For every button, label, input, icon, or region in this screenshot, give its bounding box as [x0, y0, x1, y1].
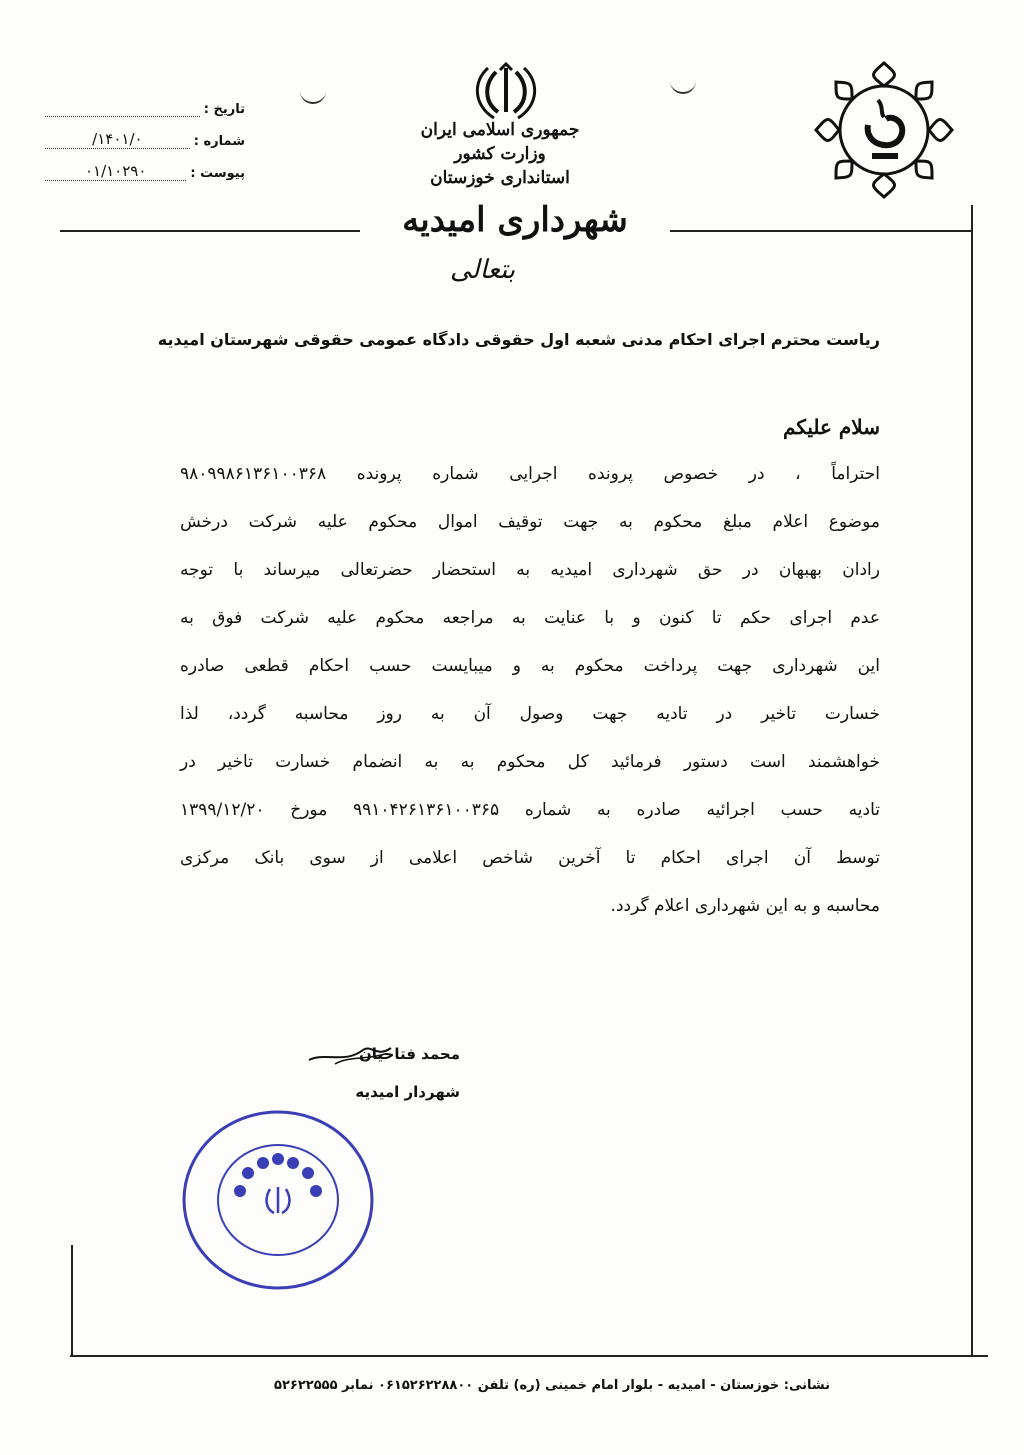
body-line: موضوع اعلام مبلغ محکوم به جهت توقیف اموال محکوم علیه شرکت درخش [180, 512, 880, 532]
right-border [971, 205, 973, 1355]
letter-meta [45, 85, 245, 181]
number-label: شماره : [193, 134, 245, 149]
body-line: محاسبه و به این شهرداری اعلام گردد. [610, 896, 880, 916]
signer-block [300, 1035, 460, 1111]
date-row [45, 85, 245, 117]
letter-body [180, 450, 880, 930]
government-heading [380, 118, 620, 190]
greeting: سلام علیکم [783, 415, 880, 439]
body-line: خسارت تاخیر در تادیه جهت وصول آن به روز محاسبه گردد، لذا [180, 704, 880, 724]
basmala: بتعالی [450, 255, 516, 285]
signer-title: شهردار امیدیه [355, 1083, 460, 1101]
body-line: احتراماً ، در خصوص پرونده اجرایی شماره پرونده ۹۸۰۹۹۸۶۱۳۶۱۰۰۳۶۸ [180, 464, 880, 484]
number-row [45, 117, 245, 149]
date-label: تاریخ : [203, 102, 245, 117]
punch-mark [670, 78, 696, 94]
iran-emblem-icon [466, 62, 546, 122]
punch-mark [300, 88, 326, 104]
date-value [45, 100, 200, 117]
municipality-logo-icon [808, 55, 960, 205]
left-border [71, 1245, 73, 1355]
gov-line-3: استانداری خوزستان [430, 168, 570, 188]
number-value: ۱۴۰۱/۰/ [45, 130, 190, 149]
body-line: تادیه حسب اجرائیه صادره به شماره ۹۹۱۰۴۲۶۱۳۶۱۰۰۳۶۵ مورخ ۱۳۹۹/۱۲/۲۰ [180, 800, 880, 820]
gov-line-2: وزارت کشور [454, 144, 546, 164]
body-line: این شهرداری جهت پرداخت محکوم به و میبایست حسب احکام قطعی صادره [180, 656, 880, 676]
footer-address: نشانی: خوزستان - امیدیه - بلوار امام خمینی (ره) تلفن ۰۶۱۵۲۶۲۲۸۸۰۰ نمابر ۵۲۶۲۲۵۵۵ [274, 1378, 830, 1393]
body-line: رادان بهبهان در حق شهرداری امیدیه به استحضار حضرتعالی میرساند با توجه [180, 560, 880, 580]
attachment-value: ۰۱/۱۰۲۹۰ [45, 162, 186, 181]
addressee: ریاست محترم اجرای احکام مدنی شعبه اول حقوقی دادگاه عمومی حقوقی شهرستان امیدیه [157, 330, 880, 349]
signer-name: محمد فتاحیان [359, 1045, 460, 1063]
footer-rule [70, 1355, 988, 1357]
body-line: عدم اجرای حکم تا کنون و با عنایت به مراجعه محکوم علیه شرکت فوق به [180, 608, 880, 628]
municipality-title: شهرداری امیدیه [360, 200, 670, 240]
body-line: توسط آن اجرای احکام تا آخرین شاخص اعلامی از سوی بانک مرکزی [180, 848, 880, 868]
gov-line-1: جمهوری اسلامی ایران [420, 120, 580, 140]
body-line: خواهشمند است دستور فرمائید کل محکوم به به انضمام خسارت تاخیر در [180, 752, 880, 772]
attachment-row [45, 149, 245, 181]
official-stamp [178, 1105, 378, 1295]
attachment-label: پیوست : [190, 166, 245, 181]
